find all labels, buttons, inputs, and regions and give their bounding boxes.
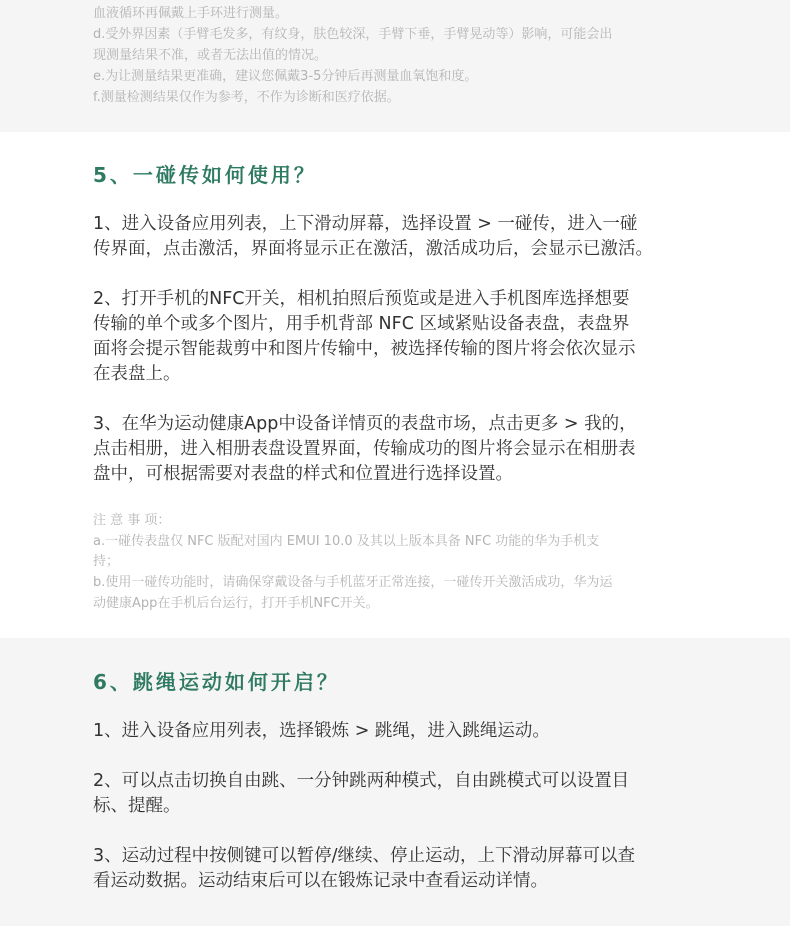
paragraph-line: 传输的单个或多个图片，用手机背部 NFC 区域紧贴设备表盘，表盘界 [93,314,630,334]
paragraph-line: 3、运动过程中按侧键可以暂停/继续、停止运动，上下滑动屏幕可以查 [93,846,636,866]
note-line: 现测量结果不准，或者无法出值的情况。 [93,48,328,63]
paragraph-line: 看运动数据。运动结束后可以在锻炼记录中查看运动详情。 [93,871,548,891]
paragraph-line: 点击相册，进入相册表盘设置界面，传输成功的图片将会显示在相册表 [93,439,636,459]
paragraph-line: 盘中，可根据需要对表盘的样式和位置进行选择设置。 [93,464,513,484]
section-5 [0,132,790,638]
note-line: d.受外界因素（手臂毛发多，有纹身，肤色较深，手臂下垂，手臂晃动等）影响，可能会出 [93,27,613,42]
note-line: e.为让测量结果更准确，建议您佩戴3-5分钟后再测量血氧饱和度。 [93,69,478,84]
note-line: f.测量检测结果仅作为参考，不作为诊断和医疗依据。 [93,90,400,105]
note-line: a.一碰传表盘仅 NFC 版配对国内 EMUI 10.0 及其以上版本具备 NFC 功能的华为手机支 [93,534,600,549]
note-line: 血液循环再佩戴上手环进行测量。 [93,6,289,21]
paragraph-line: 2、打开手机的NFC开关，相机拍照后预览或是进入手机图库选择想要 [93,289,630,309]
paragraph-line: 1、进入设备应用列表，选择锻炼 > 跳绳，进入跳绳运动。 [93,721,550,741]
notes-title: 注 意 事 项： [93,513,171,528]
section-6-title: 6、跳绳运动如何开启？ [93,670,340,694]
note-line: 动健康App在手机后台运行，打开手机NFC开关。 [93,596,379,611]
previous-section-notes [0,0,790,132]
paragraph-line: 1、进入设备应用列表，上下滑动屏幕，选择设置 > 一碰传，进入一碰 [93,214,638,234]
section-5-title: 5、一碰传如何使用？ [93,163,317,187]
paragraph-line: 标、提醒。 [93,796,181,816]
note-line: b.使用一碰传功能时，请确保穿戴设备与手机蓝牙正常连接，一碰传开关激活成功，华为运 [93,575,613,590]
note-line: 持； [93,554,120,569]
paragraph-line: 面将会提示智能裁剪中和图片传输中，被选择传输的图片将会依次显示 [93,339,636,359]
section-6 [0,638,790,926]
paragraph-line: 2、可以点击切换自由跳、一分钟跳两种模式，自由跳模式可以设置目 [93,771,630,791]
paragraph-line: 在表盘上。 [93,364,181,384]
paragraph-line: 传界面，点击激活，界面将显示正在激活，激活成功后，会显示已激活。 [93,239,653,259]
paragraph-line: 3、在华为运动健康App中设备详情页的表盘市场，点击更多 > 我的， [93,414,637,434]
